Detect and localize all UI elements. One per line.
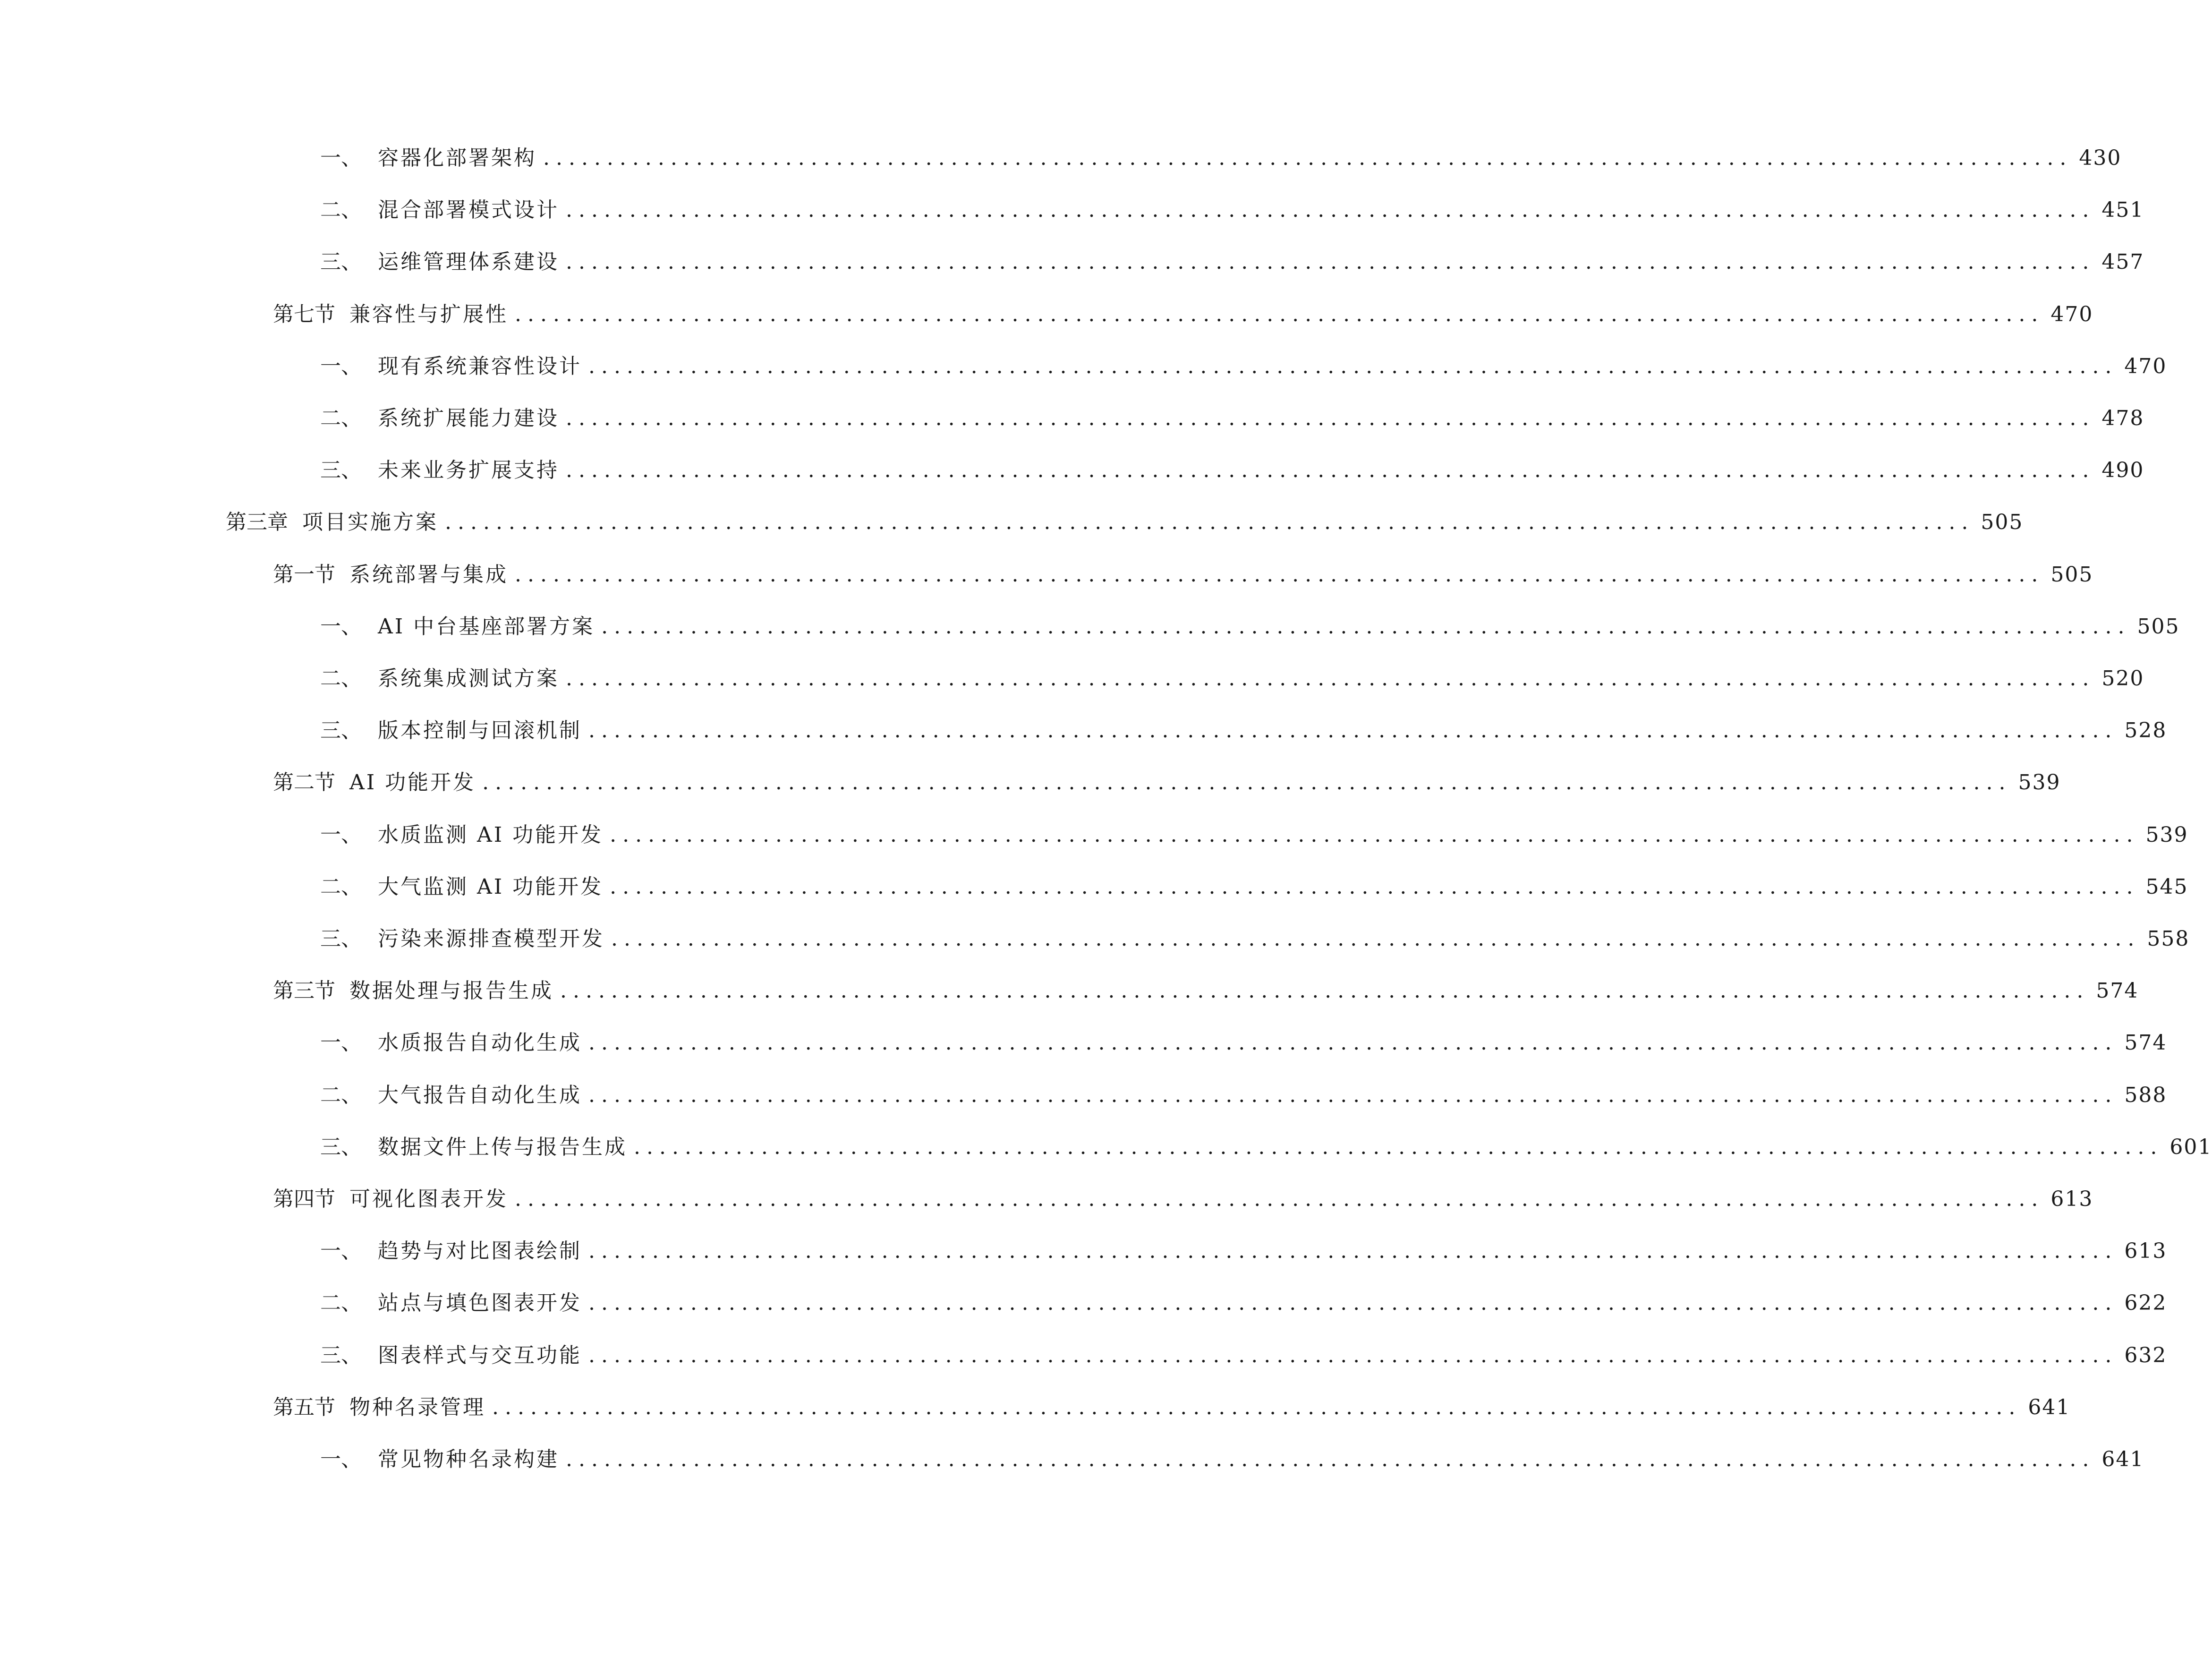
toc-entry-title: 系统扩展能力建设 <box>378 406 559 430</box>
toc-entry-title: AI 中台基座部署方案 <box>378 615 595 639</box>
toc-entry[interactable] <box>320 452 2144 489</box>
toc-entry[interactable] <box>320 1024 2167 1062</box>
toc-entry[interactable] <box>320 868 2188 906</box>
toc-entry-page-number: 613 <box>2124 1239 2167 1263</box>
toc-entry-page-number: 490 <box>2101 458 2144 482</box>
toc-entry-title: 容器化部署架构 <box>378 146 536 170</box>
toc-entry-page-number: 622 <box>2124 1291 2167 1315</box>
toc-entry[interactable] <box>320 1076 2167 1114</box>
toc-entry-page-number: 505 <box>2137 615 2180 639</box>
toc-entry-page-number: 478 <box>2101 406 2144 430</box>
toc-entry[interactable] <box>273 972 2139 1010</box>
toc-entry-page-number: 574 <box>2096 979 2139 1003</box>
toc-entry-page-number: 539 <box>2018 770 2061 794</box>
toc-entry-title: 大气报告自动化生成 <box>378 1083 582 1107</box>
toc-entry-title: 污染来源排查模型开发 <box>378 927 604 951</box>
toc-entry[interactable] <box>320 400 2144 437</box>
toc-entry-number: 一、 <box>320 823 362 847</box>
toc-entry[interactable] <box>320 816 2188 854</box>
toc-entry-title: 图表样式与交互功能 <box>378 1343 582 1367</box>
toc-entry[interactable] <box>273 556 2093 594</box>
toc-dot-leader: ........................................................................................................................ <box>588 1083 2118 1107</box>
toc-entry-title: 项目实施方案 <box>302 510 438 534</box>
toc-entry-number: 一、 <box>320 1239 362 1263</box>
toc-entry-number: 二、 <box>320 875 362 899</box>
toc-entry[interactable] <box>320 1128 2212 1166</box>
toc-entry-page-number: 641 <box>2101 1447 2144 1471</box>
toc-entry-title: 未来业务扩展支持 <box>378 458 559 482</box>
toc-entry-number: 二、 <box>320 1291 362 1315</box>
toc-entry-title: 系统集成测试方案 <box>378 666 559 691</box>
toc-entry-page-number: 457 <box>2101 250 2144 274</box>
toc-entry[interactable] <box>320 920 2190 958</box>
toc-entry-number: 三、 <box>320 250 362 274</box>
toc-entry-number: 一、 <box>320 1031 362 1055</box>
toc-dot-leader: ........................................................................................................................ <box>588 1343 2118 1367</box>
toc-entry-number: 三、 <box>320 1343 362 1367</box>
toc-entry[interactable] <box>320 243 2144 281</box>
toc-entry[interactable] <box>320 1232 2167 1270</box>
toc-entry-number: 二、 <box>320 198 362 222</box>
toc-entry-number: 三、 <box>320 1135 362 1159</box>
toc-dot-leader: ........................................................................................................................ <box>566 198 2095 222</box>
toc-dot-leader: ........................................................................................................................ <box>560 979 2090 1003</box>
toc-dot-leader: ........................................................................................................................ <box>611 927 2141 951</box>
toc-entry-number: 三、 <box>320 718 362 743</box>
toc-dot-leader: ........................................................................................................................ <box>588 354 2118 378</box>
toc-dot-leader: ........................................................................................................................ <box>543 146 2073 170</box>
toc-dot-leader: ........................................................................................................................ <box>588 1031 2118 1055</box>
toc-dot-leader: ........................................................................................................................ <box>566 406 2095 430</box>
toc-entry-page-number: 545 <box>2145 875 2188 899</box>
toc-entry-title: 可视化图表开发 <box>349 1187 508 1211</box>
toc-entry-page-number: 528 <box>2124 718 2167 743</box>
toc-dot-leader: ........................................................................................................................ <box>515 1187 2044 1211</box>
toc-entry-page-number: 430 <box>2079 146 2122 170</box>
toc-entry-number: 一、 <box>320 354 362 378</box>
toc-entry-page-number: 470 <box>2050 302 2093 326</box>
toc-entry-page-number: 601 <box>2169 1135 2212 1159</box>
toc-entry[interactable] <box>273 1389 2071 1426</box>
toc-dot-leader: ........................................................................................................................ <box>588 1291 2118 1315</box>
toc-entry-title: 兼容性与扩展性 <box>349 302 508 326</box>
toc-entry-title: AI 功能开发 <box>349 770 476 794</box>
toc-entry-page-number: 470 <box>2124 354 2167 378</box>
toc-entry[interactable] <box>320 608 2180 646</box>
toc-entry[interactable] <box>320 1284 2167 1322</box>
toc-entry-title: 数据文件上传与报告生成 <box>378 1135 627 1159</box>
toc-dot-leader: ........................................................................................................................ <box>566 458 2095 482</box>
toc-entry[interactable] <box>273 296 2093 333</box>
toc-entry-page-number: 505 <box>2050 563 2093 587</box>
toc-dot-leader: ........................................................................................................................ <box>515 302 2044 326</box>
toc-entry-number: 第五节 <box>273 1395 335 1419</box>
toc-entry-title: 运维管理体系建设 <box>378 250 559 274</box>
toc-entry-title: 常见物种名录构建 <box>378 1447 559 1471</box>
toc-entry-number: 第四节 <box>273 1187 335 1211</box>
toc-entry-page-number: 588 <box>2124 1083 2167 1107</box>
toc-entry[interactable] <box>320 712 2167 750</box>
toc-entry-page-number: 632 <box>2124 1343 2167 1367</box>
toc-dot-leader: ........................................................................................................................ <box>601 615 2131 639</box>
toc-entry-number: 二、 <box>320 406 362 430</box>
toc-entry-title: 数据处理与报告生成 <box>349 979 553 1003</box>
toc-entry[interactable] <box>273 1180 2093 1218</box>
toc-dot-leader: ........................................................................................................................ <box>566 1447 2095 1471</box>
toc-dot-leader: ........................................................................................................................ <box>634 1135 2163 1159</box>
toc-entry-number: 一、 <box>320 615 362 639</box>
toc-entry-number: 第三节 <box>273 979 335 1003</box>
toc-entry[interactable] <box>226 504 2024 541</box>
toc-entry-number: 三、 <box>320 927 362 951</box>
toc-entry[interactable] <box>320 348 2167 385</box>
toc-entry-number: 三、 <box>320 458 362 482</box>
toc-entry-page-number: 505 <box>1981 510 2024 534</box>
toc-entry-title: 系统部署与集成 <box>349 563 508 587</box>
toc-dot-leader: ........................................................................................................................ <box>588 718 2118 743</box>
toc-dot-leader: ........................................................................................................................ <box>515 563 2044 587</box>
toc-dot-leader: ........................................................................................................................ <box>566 250 2095 274</box>
toc-entry-page-number: 613 <box>2050 1187 2093 1211</box>
toc-entry[interactable] <box>320 139 2122 177</box>
toc-dot-leader: ........................................................................................................................ <box>588 1239 2118 1263</box>
toc-entry-number: 二、 <box>320 1083 362 1107</box>
toc-entry-title: 物种名录管理 <box>349 1395 485 1419</box>
toc-dot-leader: ........................................................................................................................ <box>492 1395 2022 1419</box>
toc-entry-title: 现有系统兼容性设计 <box>378 354 582 378</box>
toc-dot-leader: ........................................................................................................................ <box>566 666 2095 691</box>
toc-entry-title: 版本控制与回滚机制 <box>378 718 582 743</box>
toc-entry-number: 一、 <box>320 1447 362 1471</box>
toc-entry-page-number: 539 <box>2145 823 2188 847</box>
toc-dot-leader: ........................................................................................................................ <box>482 770 2012 794</box>
toc-entry-page-number: 641 <box>2028 1395 2071 1419</box>
toc-entry-page-number: 574 <box>2124 1031 2167 1055</box>
toc-entry-number: 一、 <box>320 146 362 170</box>
toc-entry-title: 大气监测 AI 功能开发 <box>378 875 604 899</box>
toc-entry-page-number: 558 <box>2147 927 2190 951</box>
toc-entry-page-number: 451 <box>2101 198 2144 222</box>
toc-entry-title: 混合部署模式设计 <box>378 198 559 222</box>
toc-entry-number: 第一节 <box>273 563 335 587</box>
toc-entry-number: 第七节 <box>273 302 335 326</box>
toc-entry-number: 二、 <box>320 666 362 691</box>
toc-dot-leader: ........................................................................................................................ <box>610 823 2139 847</box>
toc-entry-number: 第三章 <box>226 510 288 534</box>
toc-entry[interactable] <box>320 191 2144 229</box>
toc-entry-number: 第二节 <box>273 770 335 794</box>
toc-entry-title: 趋势与对比图表绘制 <box>378 1239 582 1263</box>
toc-entry[interactable] <box>320 1441 2144 1478</box>
toc-entry-title: 站点与填色图表开发 <box>378 1291 582 1315</box>
toc-entry[interactable] <box>320 660 2144 698</box>
toc-entry-page-number: 520 <box>2101 666 2144 691</box>
toc-entry[interactable] <box>273 764 2061 802</box>
toc-entry[interactable] <box>320 1337 2167 1375</box>
toc-dot-leader: ........................................................................................................................ <box>445 510 1974 534</box>
toc-entry-title: 水质监测 AI 功能开发 <box>378 823 604 847</box>
toc-entry-title: 水质报告自动化生成 <box>378 1031 582 1055</box>
toc-dot-leader: ........................................................................................................................ <box>610 875 2139 899</box>
